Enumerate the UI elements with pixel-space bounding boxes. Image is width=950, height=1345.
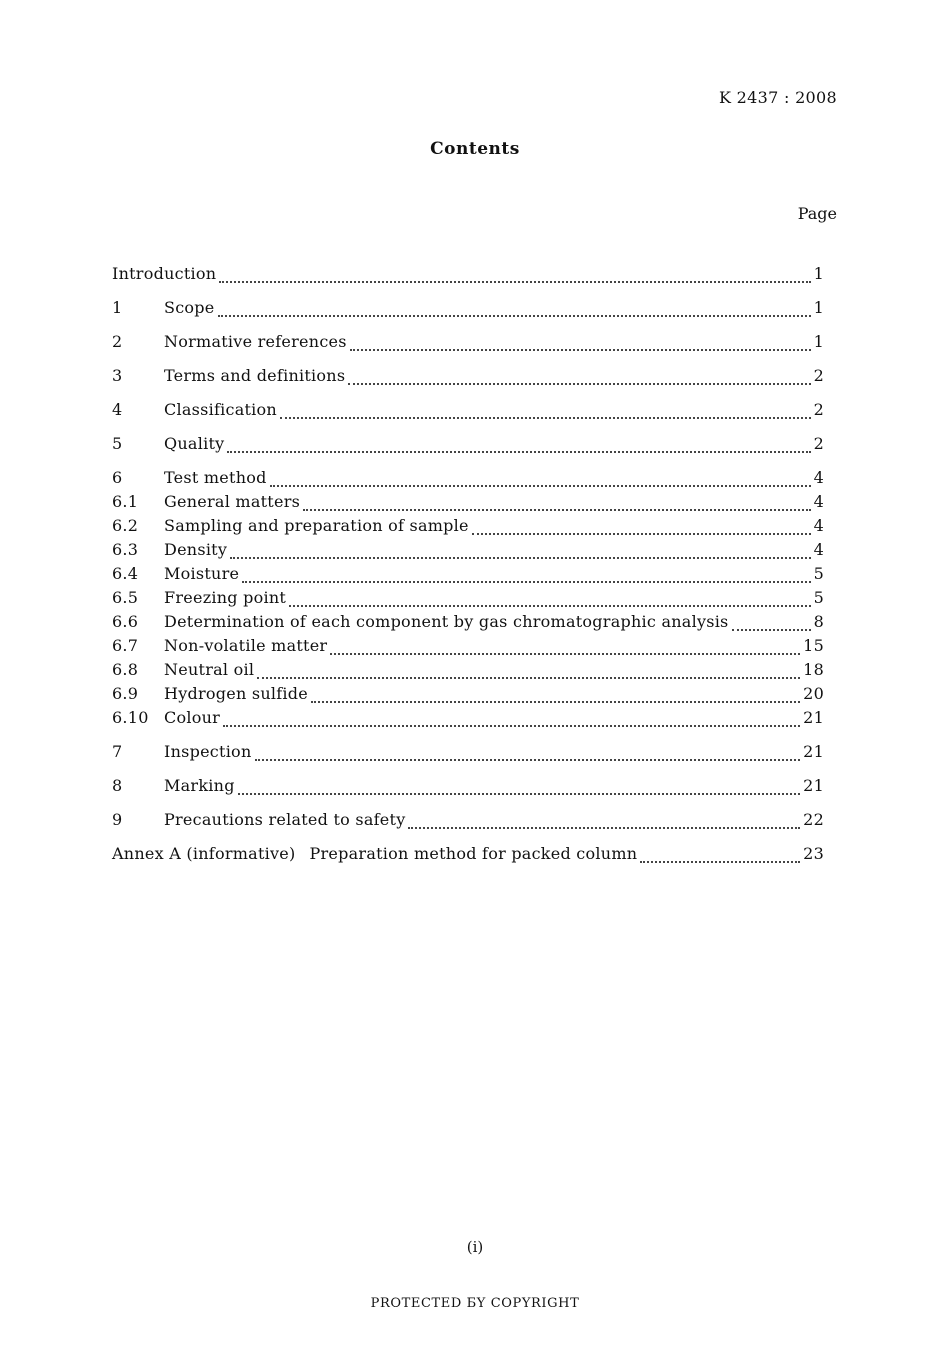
toc-row-3[interactable]	[112, 366, 824, 390]
toc-leader-dots	[350, 349, 811, 351]
toc-number: 6.9	[112, 684, 139, 703]
toc-title: Neutral oil	[164, 660, 255, 679]
toc-number: 1	[112, 298, 123, 317]
toc-number: 6.3	[112, 540, 139, 559]
toc-row-2[interactable]	[112, 332, 824, 356]
toc-row-6-5[interactable]	[112, 588, 824, 612]
copyright-notice: PROTECTED БY COPYRIGHT	[370, 1296, 580, 1311]
toc-page-number: 4	[813, 492, 824, 511]
toc-leader-dots	[223, 725, 800, 727]
toc-leader-dots	[640, 861, 800, 863]
toc-number: 7	[112, 742, 123, 761]
toc-page-number: 1	[813, 298, 824, 317]
toc-title: Introduction	[112, 264, 217, 283]
toc-row-6-6[interactable]	[112, 612, 824, 636]
toc-row-8[interactable]	[112, 776, 824, 800]
document-number: K 2437 : 2008	[719, 88, 837, 107]
toc-page-number: 5	[813, 588, 824, 607]
toc-row-7[interactable]	[112, 742, 824, 766]
toc-page-number: 4	[813, 540, 824, 559]
toc-number: 6.2	[112, 516, 139, 535]
toc-page-number: 2	[813, 400, 824, 419]
toc-title: Freezing point	[164, 588, 287, 607]
toc-number: 6	[112, 468, 123, 487]
toc-row-6-7[interactable]	[112, 636, 824, 660]
toc-leader-dots	[242, 581, 810, 583]
toc-leader-dots	[255, 759, 801, 761]
toc-title: Classification	[164, 400, 277, 419]
toc-leader-dots	[289, 605, 810, 607]
toc-number: 4	[112, 400, 123, 419]
toc-row-6-3[interactable]	[112, 540, 824, 564]
toc-title: Scope	[164, 298, 215, 317]
toc-leader-dots	[218, 315, 811, 317]
toc-title: Marking	[164, 776, 235, 795]
toc-page-number: 1	[813, 332, 824, 351]
toc-leader-dots	[348, 383, 810, 385]
toc-row-6-8[interactable]	[112, 660, 824, 684]
toc-row-6[interactable]	[112, 468, 824, 492]
toc-page-number: 2	[813, 434, 824, 453]
toc-page-number: 1	[813, 264, 824, 283]
toc-page-number: 23	[803, 844, 824, 863]
toc-number: 3	[112, 366, 123, 385]
toc-page-number: 4	[813, 468, 824, 487]
toc-leader-dots	[472, 533, 811, 535]
toc-page-number: 21	[803, 708, 824, 727]
toc-title: Terms and definitions	[164, 366, 346, 385]
toc-row-6-10[interactable]	[112, 708, 824, 732]
toc-page-number: 21	[803, 742, 824, 761]
page-column-header: Page	[797, 204, 837, 223]
toc-leader-dots	[408, 827, 800, 829]
toc-row-4[interactable]	[112, 400, 824, 424]
toc-number: 6.1	[112, 492, 139, 511]
toc-page-number: 8	[813, 612, 824, 631]
table-of-contents	[112, 264, 824, 868]
toc-title: Sampling and preparation of sample	[164, 516, 469, 535]
toc-page-number: 20	[803, 684, 824, 703]
toc-title: Normative references	[164, 332, 347, 351]
toc-leader-dots	[280, 417, 811, 419]
toc-title: Inspection	[164, 742, 252, 761]
toc-title: Test method	[164, 468, 267, 487]
toc-leader-dots	[219, 281, 810, 283]
toc-title: Quality	[164, 434, 225, 453]
toc-row-annex-a[interactable]	[112, 844, 824, 868]
toc-title: Determination of each component by gas chromatographic analysis	[164, 612, 729, 631]
toc-leader-dots	[257, 677, 800, 679]
toc-number: 6.7	[112, 636, 139, 655]
toc-row-introduction[interactable]	[112, 264, 824, 288]
toc-title: General matters	[164, 492, 301, 511]
toc-title: Density	[164, 540, 228, 559]
toc-leader-dots	[227, 451, 810, 453]
toc-number: 6.4	[112, 564, 139, 583]
toc-number: 2	[112, 332, 123, 351]
toc-title: Colour	[164, 708, 221, 727]
toc-title: Moisture	[164, 564, 240, 583]
toc-page-number: 18	[803, 660, 824, 679]
toc-page-number: 5	[813, 564, 824, 583]
toc-leader-dots	[238, 793, 800, 795]
toc-row-6-9[interactable]	[112, 684, 824, 708]
toc-number: 9	[112, 810, 123, 829]
toc-leader-dots	[230, 557, 810, 559]
toc-leader-dots	[732, 629, 811, 631]
toc-leader-dots	[303, 509, 811, 511]
toc-row-5[interactable]	[112, 434, 824, 458]
toc-title: Precautions related to safety	[164, 810, 406, 829]
toc-page-number: 2	[813, 366, 824, 385]
toc-title: Non-volatile matter	[164, 636, 328, 655]
toc-row-9[interactable]	[112, 810, 824, 834]
toc-row-6-2[interactable]	[112, 516, 824, 540]
toc-page-number: 15	[803, 636, 824, 655]
toc-page-number: 4	[813, 516, 824, 535]
toc-title: Hydrogen sulfide	[164, 684, 308, 703]
page-title: Contents	[430, 139, 520, 159]
toc-number: 5	[112, 434, 123, 453]
toc-number: 6.6	[112, 612, 139, 631]
toc-row-6-4[interactable]	[112, 564, 824, 588]
toc-number: 8	[112, 776, 123, 795]
toc-leader-dots	[330, 653, 800, 655]
toc-page-number: 22	[803, 810, 824, 829]
toc-leader-dots	[311, 701, 800, 703]
toc-row-1[interactable]	[112, 298, 824, 322]
toc-title: Preparation method for packed column	[309, 844, 638, 863]
toc-number: 6.10	[112, 708, 149, 727]
toc-page-number: 21	[803, 776, 824, 795]
toc-row-6-1[interactable]	[112, 492, 824, 516]
toc-annex-label: Annex A (informative)	[112, 844, 296, 863]
toc-number: 6.8	[112, 660, 139, 679]
toc-number: 6.5	[112, 588, 139, 607]
toc-leader-dots	[270, 485, 811, 487]
page-number: (i)	[466, 1238, 484, 1256]
